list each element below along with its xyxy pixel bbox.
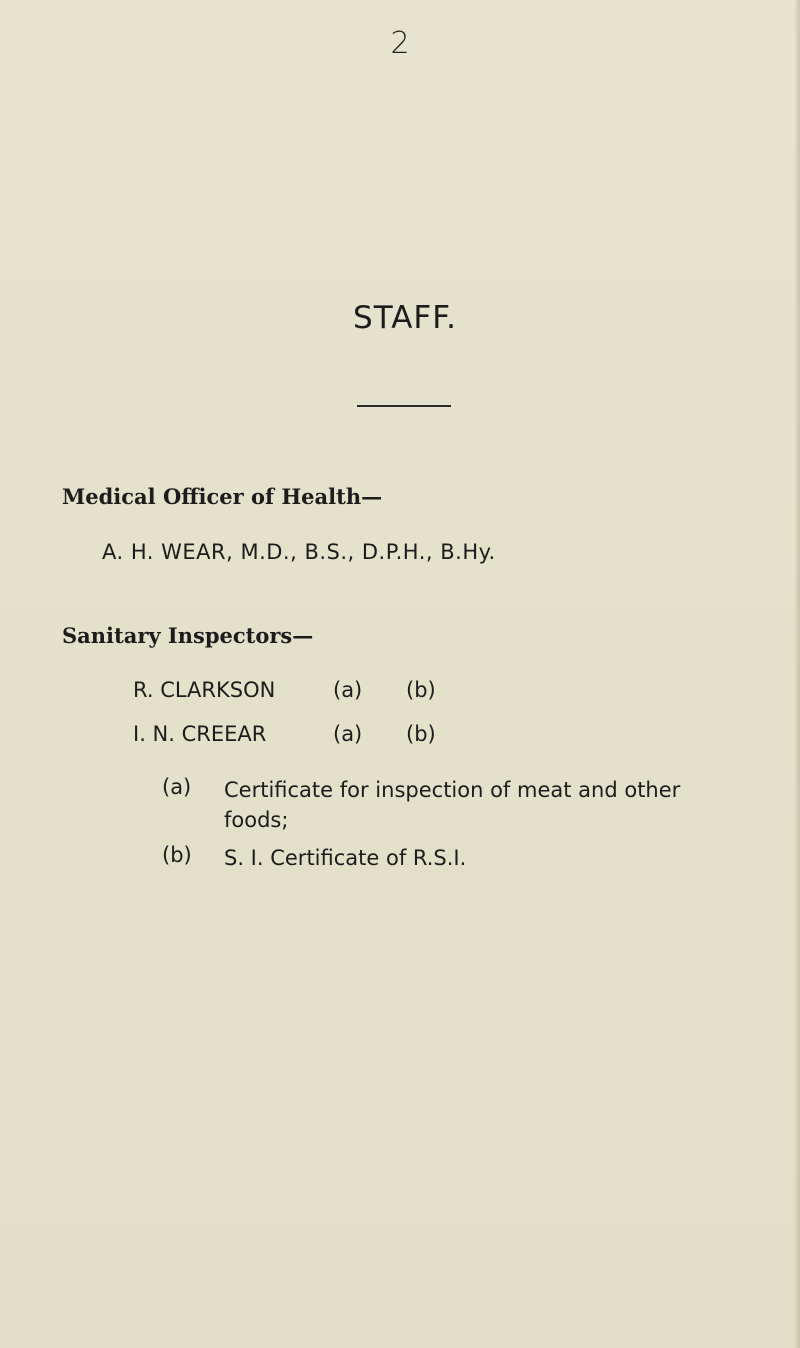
qualification-a: (a) [333, 722, 363, 746]
inspector-name: R. CLARKSON [133, 678, 276, 702]
title-divider [357, 405, 451, 407]
qualification-b: (b) [406, 678, 436, 702]
footnote-text-line: Certificate for inspection of meat and other [224, 778, 681, 802]
footnote-text [224, 775, 680, 835]
page-edge [794, 0, 800, 1348]
inspector-name: I. N. CREEAR [133, 722, 267, 746]
footnote-text-line: foods; [224, 808, 289, 832]
qualification-b: (b) [406, 722, 436, 746]
inspector-row [133, 722, 493, 752]
medical-officer-name: A. H. WEAR, M.D., B.S., D.P.H., B.Hy. [102, 540, 496, 564]
qualification-a: (a) [333, 678, 363, 702]
sanitary-inspectors-heading: Sanitary Inspectors— [62, 623, 314, 648]
footnote-a [162, 775, 762, 839]
footnote-b [162, 843, 762, 875]
inspector-row [133, 678, 493, 708]
page-title: STAFF. [353, 300, 457, 336]
page-number: 2 [390, 26, 410, 61]
footnote-marker: (b) [162, 843, 192, 867]
medical-officer-heading: Medical Officer of Health— [62, 484, 383, 509]
footnote-marker: (a) [162, 775, 192, 799]
footnote-text: S. I. Certificate of R.S.I. [224, 846, 467, 870]
